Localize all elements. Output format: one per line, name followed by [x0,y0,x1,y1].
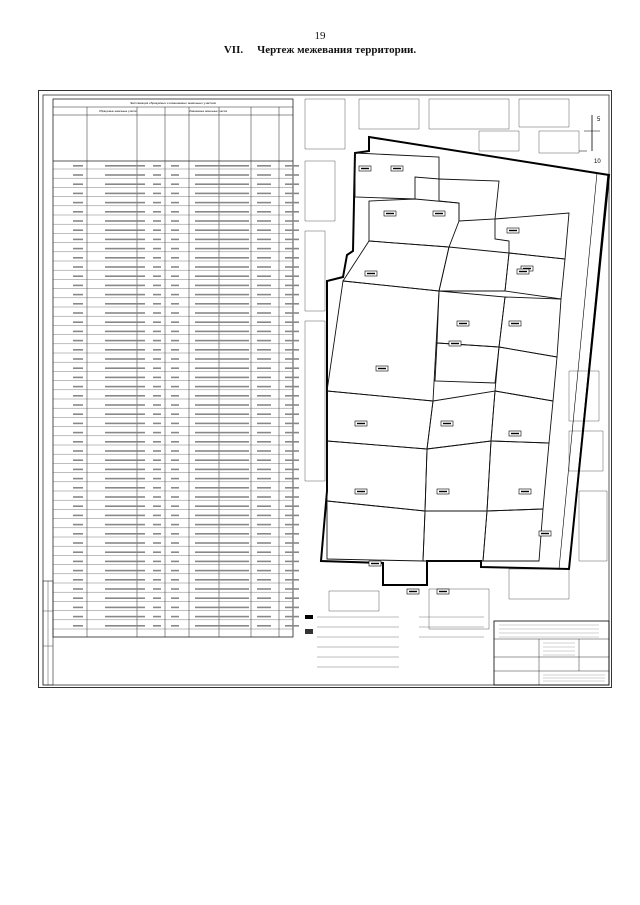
parcel-table [53,99,299,637]
side-stamp [43,581,53,685]
legend [305,615,484,667]
title-block [494,621,609,685]
cadastral-map [305,99,609,629]
north-mark-top: 5 [597,117,601,123]
col-group-changed: Изменяемые земельные участки [189,110,228,113]
col-group-formed: Образуемые земельные участки [99,110,137,113]
section-number: VII. [223,44,244,56]
section-title [0,44,640,56]
section-title-text: Чертеж межевания территории. [257,44,417,56]
drawing-svg [39,91,613,689]
north-mark-bottom: 10 [594,159,601,165]
territory-boundary [321,137,609,585]
table-header: Экспликация образуемых и изменяемых земельных участков [130,101,216,105]
page-number: 19 [314,30,326,42]
drawing-sheet [38,90,612,688]
north-arrow [584,115,601,165]
